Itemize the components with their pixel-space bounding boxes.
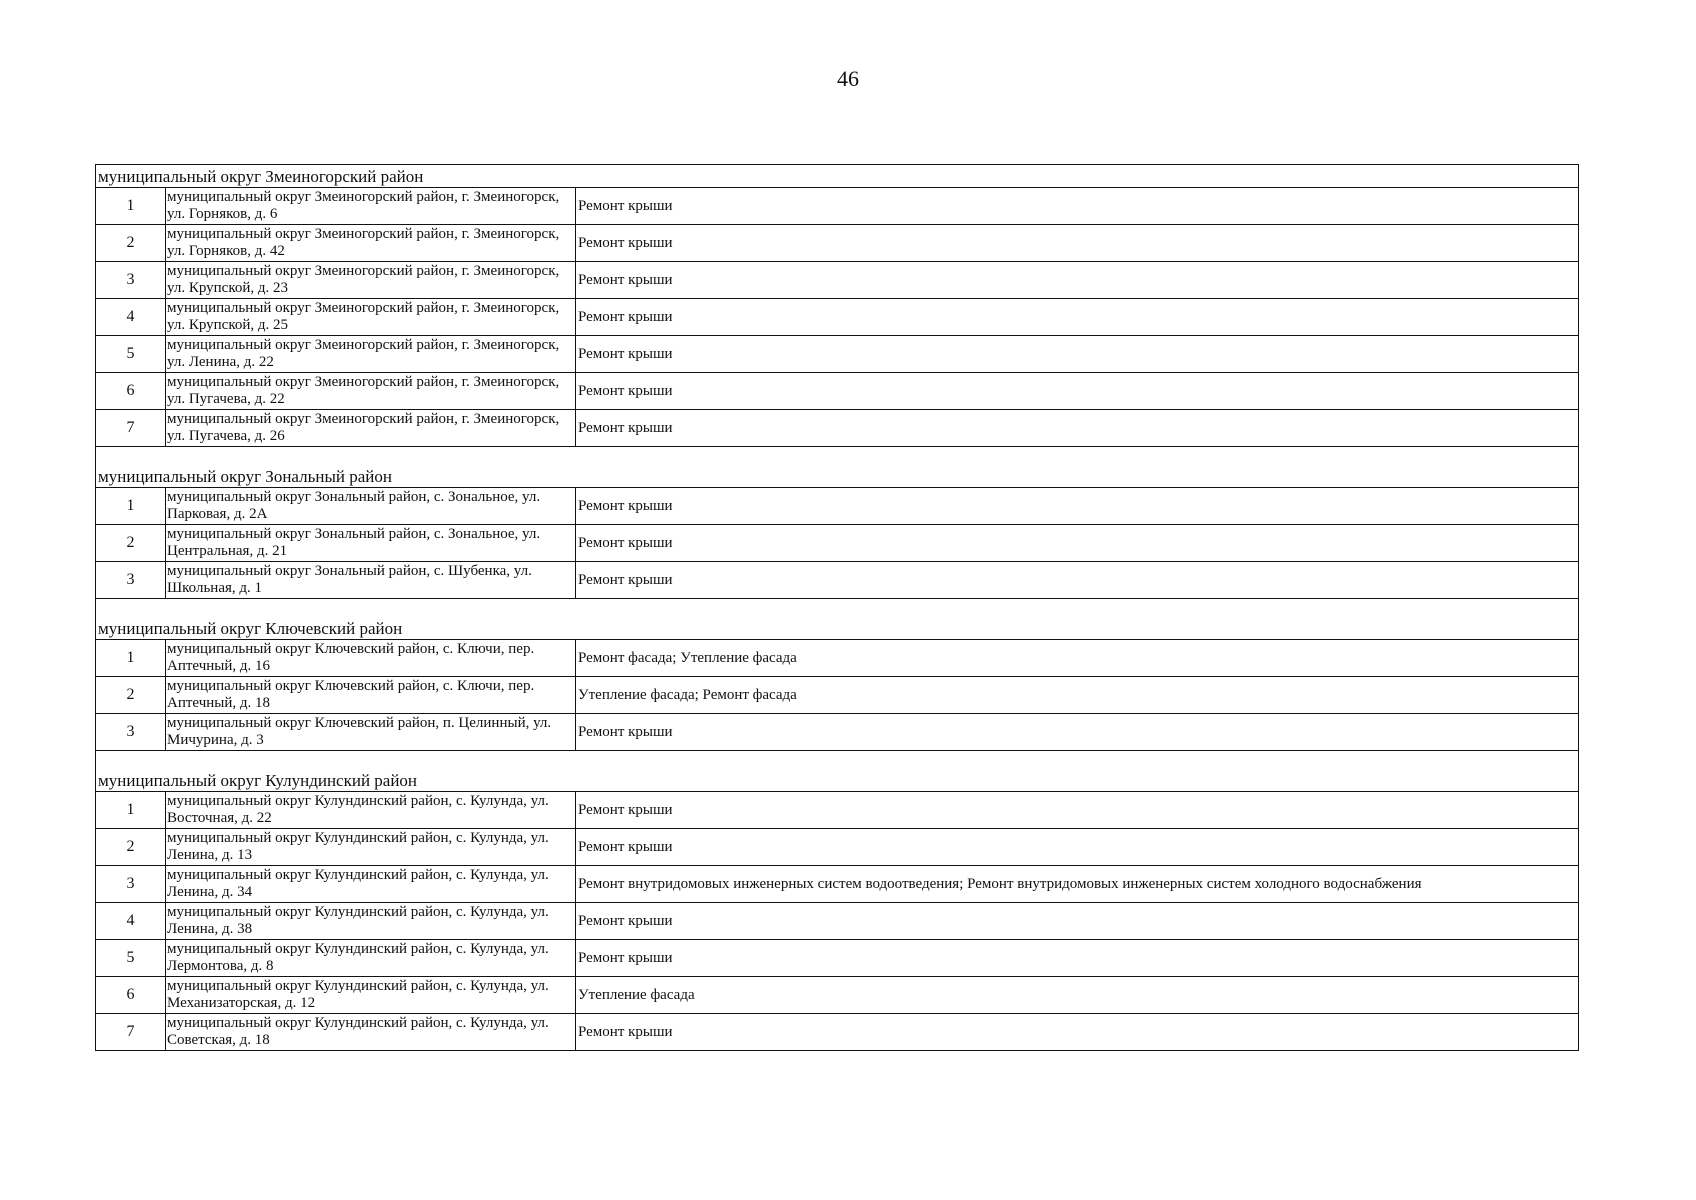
row-address: муниципальный округ Кулундинский район, с. Кулунда, ул. Ленина, д. 34 <box>166 866 576 903</box>
section-title: муниципальный округ Зональный район <box>96 447 1579 488</box>
row-number: 6 <box>96 373 166 410</box>
row-work-type: Ремонт крыши <box>576 562 1579 599</box>
row-address: муниципальный округ Змеиногорский район, г. Змеиногорск, ул. Ленина, д. 22 <box>166 336 576 373</box>
row-address: муниципальный округ Зональный район, с. Зональное, ул. Центральная, д. 21 <box>166 525 576 562</box>
row-address: муниципальный округ Змеиногорский район, г. Змеиногорск, ул. Крупской, д. 25 <box>166 299 576 336</box>
table-body <box>96 165 1579 1051</box>
row-work-type: Ремонт крыши <box>576 525 1579 562</box>
section-title: муниципальный округ Ключевский район <box>96 599 1579 640</box>
table-row <box>96 410 1579 447</box>
row-address: муниципальный округ Змеиногорский район, г. Змеиногорск, ул. Пугачева, д. 22 <box>166 373 576 410</box>
table-row <box>96 677 1579 714</box>
row-work-type: Ремонт крыши <box>576 336 1579 373</box>
row-work-type: Ремонт крыши <box>576 488 1579 525</box>
table-row <box>96 188 1579 225</box>
section-title: муниципальный округ Змеиногорский район <box>96 165 1579 188</box>
row-address: муниципальный округ Кулундинский район, с. Кулунда, ул. Лермонтова, д. 8 <box>166 940 576 977</box>
row-work-type: Ремонт крыши <box>576 225 1579 262</box>
table-row <box>96 488 1579 525</box>
row-address: муниципальный округ Ключевский район, с. Ключи, пер. Аптечный, д. 16 <box>166 640 576 677</box>
row-number: 7 <box>96 410 166 447</box>
page-number: 46 <box>837 66 859 91</box>
table-row <box>96 940 1579 977</box>
row-number: 4 <box>96 299 166 336</box>
table-row <box>96 640 1579 677</box>
table-row <box>96 829 1579 866</box>
table-row <box>96 866 1579 903</box>
section-header <box>96 599 1579 640</box>
row-address: муниципальный округ Ключевский район, п. Целинный, ул. Мичурина, д. 3 <box>166 714 576 751</box>
row-address: муниципальный округ Кулундинский район, с. Кулунда, ул. Советская, д. 18 <box>166 1014 576 1051</box>
section-title: муниципальный округ Кулундинский район <box>96 751 1579 792</box>
row-number: 3 <box>96 262 166 299</box>
row-work-type: Ремонт крыши <box>576 299 1579 336</box>
section-header <box>96 447 1579 488</box>
table-row <box>96 903 1579 940</box>
row-number: 2 <box>96 829 166 866</box>
row-number: 2 <box>96 225 166 262</box>
row-number: 1 <box>96 488 166 525</box>
row-work-type: Ремонт внутридомовых инженерных систем водоотведения; Ремонт внутридомовых инженерных систем холодного водоснабжения <box>576 866 1579 903</box>
row-number: 3 <box>96 866 166 903</box>
row-address: муниципальный округ Ключевский район, с. Ключи, пер. Аптечный, д. 18 <box>166 677 576 714</box>
row-address: муниципальный округ Кулундинский район, с. Кулунда, ул. Восточная, д. 22 <box>166 792 576 829</box>
row-work-type: Ремонт крыши <box>576 714 1579 751</box>
row-number: 3 <box>96 562 166 599</box>
row-address: муниципальный округ Зональный район, с. Шубенка, ул. Школьная, д. 1 <box>166 562 576 599</box>
row-number: 5 <box>96 940 166 977</box>
row-number: 1 <box>96 188 166 225</box>
table-row <box>96 225 1579 262</box>
row-address: муниципальный округ Змеиногорский район, г. Змеиногорск, ул. Пугачева, д. 26 <box>166 410 576 447</box>
row-work-type: Ремонт крыши <box>576 188 1579 225</box>
row-number: 5 <box>96 336 166 373</box>
repair-table <box>95 164 1579 1051</box>
table-row <box>96 525 1579 562</box>
row-address: муниципальный округ Змеиногорский район, г. Змеиногорск, ул. Горняков, д. 42 <box>166 225 576 262</box>
row-address: муниципальный округ Змеиногорский район, г. Змеиногорск, ул. Крупской, д. 23 <box>166 262 576 299</box>
table-row <box>96 373 1579 410</box>
row-work-type: Утепление фасада; Ремонт фасада <box>576 677 1579 714</box>
row-number: 6 <box>96 977 166 1014</box>
table-row <box>96 262 1579 299</box>
row-work-type: Ремонт крыши <box>576 410 1579 447</box>
row-work-type: Ремонт крыши <box>576 792 1579 829</box>
row-number: 7 <box>96 1014 166 1051</box>
row-work-type: Ремонт крыши <box>576 903 1579 940</box>
table-row <box>96 1014 1579 1051</box>
row-work-type: Ремонт крыши <box>576 1014 1579 1051</box>
section-header <box>96 751 1579 792</box>
row-work-type: Утепление фасада <box>576 977 1579 1014</box>
row-number: 1 <box>96 792 166 829</box>
row-number: 4 <box>96 903 166 940</box>
row-work-type: Ремонт крыши <box>576 373 1579 410</box>
table-row <box>96 714 1579 751</box>
row-number: 1 <box>96 640 166 677</box>
row-work-type: Ремонт крыши <box>576 940 1579 977</box>
table-row <box>96 299 1579 336</box>
row-address: муниципальный округ Кулундинский район, с. Кулунда, ул. Ленина, д. 13 <box>166 829 576 866</box>
row-number: 3 <box>96 714 166 751</box>
row-address: муниципальный округ Кулундинский район, с. Кулунда, ул. Ленина, д. 38 <box>166 903 576 940</box>
row-address: муниципальный округ Зональный район, с. Зональное, ул. Парковая, д. 2А <box>166 488 576 525</box>
row-work-type: Ремонт крыши <box>576 262 1579 299</box>
section-header <box>96 165 1579 188</box>
table-row <box>96 562 1579 599</box>
table-row <box>96 977 1579 1014</box>
row-work-type: Ремонт крыши <box>576 829 1579 866</box>
row-address: муниципальный округ Змеиногорский район, г. Змеиногорск, ул. Горняков, д. 6 <box>166 188 576 225</box>
row-number: 2 <box>96 525 166 562</box>
table-row <box>96 792 1579 829</box>
row-work-type: Ремонт фасада; Утепление фасада <box>576 640 1579 677</box>
row-number: 2 <box>96 677 166 714</box>
row-address: муниципальный округ Кулундинский район, с. Кулунда, ул. Механизаторская, д. 12 <box>166 977 576 1014</box>
table-row <box>96 336 1579 373</box>
